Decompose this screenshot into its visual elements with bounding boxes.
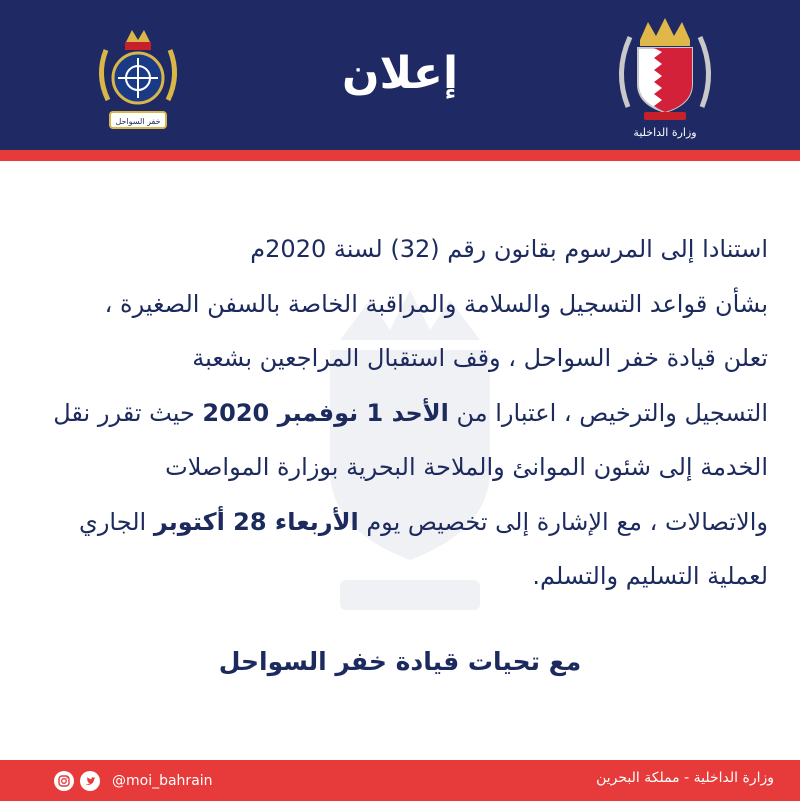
announcement-line	[28, 495, 768, 550]
header-red-stripe	[0, 150, 800, 161]
announcement-line	[28, 222, 768, 277]
ministry-footer-text: وزارة الداخلية - مملكة البحرين	[596, 770, 774, 786]
announcement-text: استنادا إلى المرسوم بقانون رقم (32) لسنة 2020م	[250, 235, 768, 263]
ministry-of-interior-emblem-icon	[610, 12, 720, 142]
announcement-line	[28, 331, 768, 386]
announcement-text: لعملية التسليم والتسلم.	[532, 562, 768, 590]
announcement-text: حيث تقرر نقل	[53, 398, 203, 427]
announcement-date-highlight: الأربعاء 28 أكتوبر	[153, 507, 359, 536]
page-title: إعلان	[341, 48, 459, 99]
ministry-logo-text: وزارة الداخلية	[633, 126, 697, 139]
footer-bar	[0, 760, 800, 801]
announcement-line	[28, 386, 768, 441]
announcement-text: والاتصالات ، مع الإشارة إلى تخصيص يوم	[358, 507, 768, 536]
social-links	[54, 769, 213, 793]
announcement-text: تعلن قيادة خفر السواحل ، وقف استقبال المراجعين بشعبة	[192, 344, 768, 372]
announcement-date-highlight: الأحد 1 نوفمبر 2020	[202, 398, 449, 427]
social-handle[interactable]: @moi_bahrain	[112, 773, 213, 789]
announcement-body	[28, 222, 768, 604]
closing-signature: مع تحيات قيادة خفر السواحل	[218, 647, 582, 676]
announcement-text: التسجيل والترخيص ، اعتبارا من	[448, 398, 768, 427]
instagram-icon[interactable]	[54, 771, 74, 791]
announcement-text: الجاري	[79, 507, 154, 536]
announcement-text: بشأن قواعد التسجيل والسلامة والمراقبة الخاصة بالسفن الصغيرة ،	[104, 289, 768, 318]
announcement-text: الخدمة إلى شئون الموانئ والملاحة البحرية بوزارة المواصلات	[165, 453, 768, 481]
announcement-line	[28, 549, 768, 604]
announcement-line	[28, 277, 768, 332]
announcement-line	[28, 440, 768, 495]
coast-guard-logo-text: خفر السواحل	[115, 117, 161, 126]
twitter-icon[interactable]	[80, 771, 100, 791]
coast-guard-emblem-icon	[88, 20, 188, 135]
